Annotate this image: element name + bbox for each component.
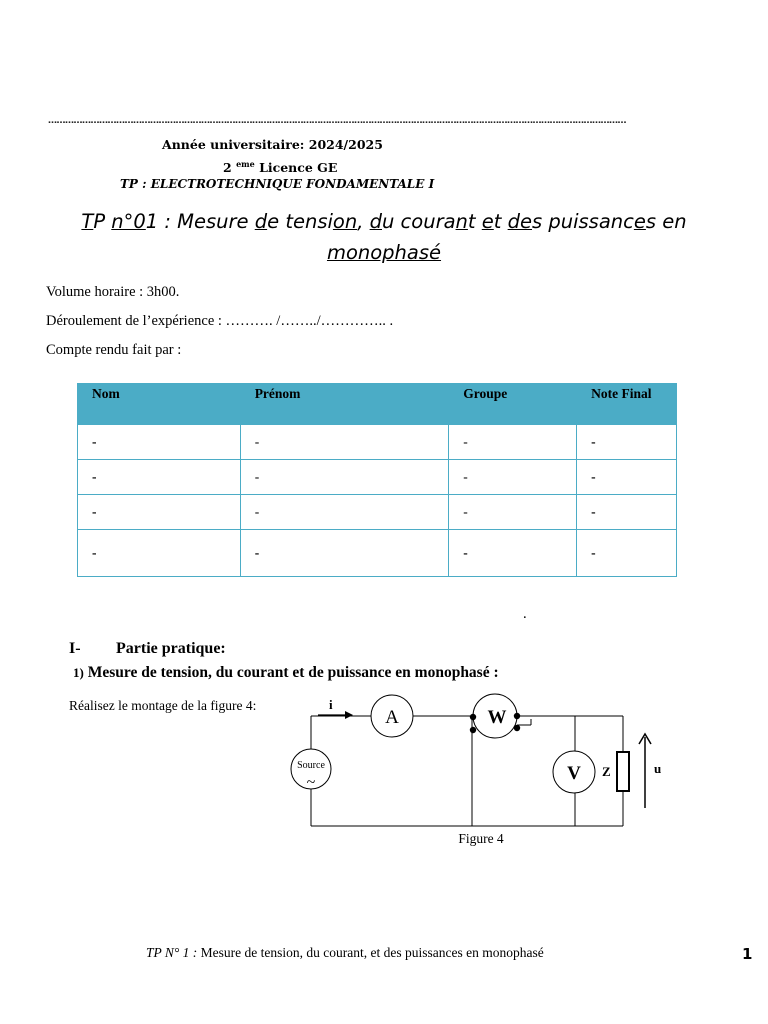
- table-cell: -: [240, 530, 449, 577]
- voltage-arrow-icon: [639, 734, 651, 808]
- deroulement: Déroulement de l’expérience : ………. /……../………….. .: [46, 313, 394, 329]
- ac-source: [291, 749, 331, 791]
- stray-dot: .: [523, 606, 527, 622]
- voltage-label: u: [654, 761, 662, 776]
- header-groupe: Groupe: [449, 384, 577, 425]
- wattmeter: [470, 694, 520, 738]
- current-label: i: [329, 697, 333, 712]
- academic-year: Année universitaire: 2024/2025: [162, 137, 383, 152]
- table-cell: -: [78, 530, 241, 577]
- subsection-number: 1): [73, 665, 84, 680]
- voltmeter: [553, 751, 595, 793]
- table-cell: -: [577, 495, 677, 530]
- instruction-text: Réalisez le montage de la figure 4:: [69, 698, 257, 713]
- table-cell: -: [449, 460, 577, 495]
- current-arrow-icon: [318, 711, 353, 719]
- source-label: Source: [297, 760, 325, 771]
- table-cell: -: [577, 530, 677, 577]
- volume-horaire: Volume horaire : 3h00.: [46, 284, 180, 300]
- licence-text: Licence GE: [259, 160, 338, 176]
- document-title-line2: monophasé: [326, 241, 442, 264]
- ammeter: [371, 695, 413, 737]
- footer-title: Mesure de tension, du courant, et des puissances en monophasé: [197, 945, 544, 960]
- licence-number: 2: [223, 160, 232, 176]
- figure-caption: Figure 4: [458, 831, 504, 846]
- table-cell: -: [449, 530, 577, 577]
- section-title: Partie pratique:: [116, 640, 226, 657]
- document-title-line1: TP n°01 : Mesure de tension, du courant et des puissances en: [81, 210, 687, 233]
- table-cell: -: [78, 460, 241, 495]
- table-cell: -: [240, 460, 449, 495]
- section-number: I-: [69, 640, 81, 657]
- table-cell: -: [78, 425, 241, 460]
- table-cell: -: [577, 425, 677, 460]
- footer-prefix: TP N° 1 :: [146, 945, 198, 960]
- table-cell: -: [449, 495, 577, 530]
- header-nom: Nom: [78, 384, 241, 425]
- table-cell: -: [78, 495, 241, 530]
- load-impedance: [602, 752, 629, 791]
- page-number: 1: [742, 945, 753, 963]
- header-prenom: Prénom: [240, 384, 449, 425]
- dotted-separator: ……………………………………………………………………………………………………………………………………………………………………………………: [48, 116, 626, 126]
- load-label: Z: [602, 764, 611, 779]
- subsection-title: Mesure de tension, du courant et de puissance en monophasé :: [87, 664, 499, 681]
- table-cell: -: [449, 425, 577, 460]
- module-title: TP : ELECTROTECHNIQUE FONDAMENTALE I: [120, 177, 435, 191]
- ammeter-label: A: [385, 707, 399, 728]
- table-cell: -: [240, 495, 449, 530]
- footer-text: [146, 945, 544, 961]
- wattmeter-label: W: [487, 707, 507, 728]
- compte-rendu: Compte rendu fait par :: [46, 342, 182, 358]
- licence-superscript: eme: [236, 159, 255, 169]
- source-symbol: ~: [306, 774, 316, 791]
- table-cell: -: [240, 425, 449, 460]
- voltmeter-label: V: [567, 763, 581, 784]
- table-cell: -: [577, 460, 677, 495]
- header-note: Note Final: [577, 384, 677, 425]
